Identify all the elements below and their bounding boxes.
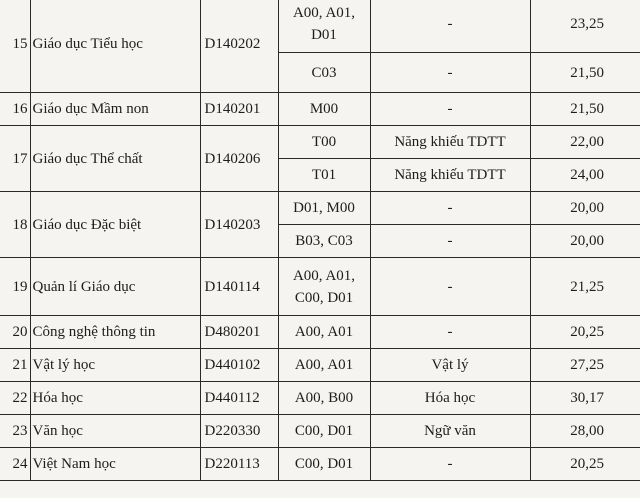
table-row — [0, 382, 640, 415]
major-name: Giáo dục Thể chất — [30, 126, 200, 192]
main-subject: Hóa học — [370, 382, 530, 415]
subject-combination — [278, 382, 370, 415]
combination-line: A00, A01 — [294, 324, 354, 340]
major-code: D140202 — [200, 0, 278, 93]
combination-line: C03 — [311, 64, 337, 81]
row-number: 23 — [0, 415, 30, 448]
table-row — [0, 415, 640, 448]
subject-combination — [278, 258, 370, 316]
cutoff-score: 28,00 — [530, 415, 640, 448]
combination-line: A00, A01 — [294, 357, 354, 373]
main-subject: - — [370, 316, 530, 349]
table-row — [0, 316, 640, 349]
combination-line: C00, D01 — [294, 289, 354, 306]
subject-combination — [278, 159, 370, 192]
major-name: Giáo dục Mầm non — [30, 93, 200, 126]
cutoff-score: 21,25 — [530, 258, 640, 316]
subject-combination — [278, 415, 370, 448]
combination-line: T00 — [311, 134, 337, 150]
main-subject: - — [370, 0, 530, 53]
row-number: 15 — [0, 0, 30, 93]
subject-combination — [278, 0, 370, 53]
cutoff-score: 24,00 — [530, 159, 640, 192]
major-code: D140203 — [200, 192, 278, 258]
row-number: 22 — [0, 382, 30, 415]
main-subject: - — [370, 192, 530, 225]
row-number: 18 — [0, 192, 30, 258]
row-number: 17 — [0, 126, 30, 192]
cutoff-score: 21,50 — [530, 93, 640, 126]
major-code: D440102 — [200, 349, 278, 382]
row-number: 21 — [0, 349, 30, 382]
major-name: Việt Nam học — [30, 448, 200, 481]
cutoff-score: 20,25 — [530, 448, 640, 481]
major-name: Công nghệ thông tin — [30, 316, 200, 349]
combination-line: C00, D01 — [294, 456, 354, 472]
major-code: D140114 — [200, 258, 278, 316]
main-subject: - — [370, 258, 530, 316]
cutoff-score: 30,17 — [530, 382, 640, 415]
cutoff-score: 20,00 — [530, 192, 640, 225]
cutoff-score: 20,25 — [530, 316, 640, 349]
main-subject: Năng khiếu TDTT — [370, 126, 530, 159]
combination-line: T01 — [311, 167, 337, 183]
major-name: Hóa học — [30, 382, 200, 415]
table-row — [0, 448, 640, 481]
major-name: Giáo dục Tiểu học — [30, 0, 200, 93]
table-row — [0, 258, 640, 316]
subject-combination — [278, 225, 370, 258]
major-code: D220113 — [200, 448, 278, 481]
main-subject: - — [370, 448, 530, 481]
subject-combination — [278, 448, 370, 481]
cutoff-score: 27,25 — [530, 349, 640, 382]
combination-line: A00, A01, — [292, 267, 356, 284]
subject-combination — [278, 316, 370, 349]
combination-line: A00, B00 — [294, 390, 354, 406]
subject-combination — [278, 126, 370, 159]
row-number: 19 — [0, 258, 30, 316]
subject-combination — [278, 53, 370, 93]
major-name: Giáo dục Đặc biệt — [30, 192, 200, 258]
main-subject: - — [370, 53, 530, 93]
combination-line: A00, A01, — [292, 4, 356, 21]
combination-line: C00, D01 — [294, 423, 354, 439]
cutoff-score: 21,50 — [530, 53, 640, 93]
major-code: D480201 — [200, 316, 278, 349]
cutoff-score: 22,00 — [530, 126, 640, 159]
subject-combination — [278, 93, 370, 126]
cutoff-score: 20,00 — [530, 225, 640, 258]
table-row — [0, 192, 640, 225]
major-code: D140206 — [200, 126, 278, 192]
major-name: Vật lý học — [30, 349, 200, 382]
table-row — [0, 0, 640, 53]
row-number: 20 — [0, 316, 30, 349]
table-row — [0, 126, 640, 159]
combination-line: M00 — [309, 101, 339, 117]
major-code: D140201 — [200, 93, 278, 126]
main-subject: Ngữ văn — [370, 415, 530, 448]
main-subject: - — [370, 93, 530, 126]
combination-line: D01 — [311, 26, 337, 43]
row-number: 24 — [0, 448, 30, 481]
major-code: D440112 — [200, 382, 278, 415]
row-number: 16 — [0, 93, 30, 126]
subject-combination — [278, 349, 370, 382]
major-name: Văn học — [30, 415, 200, 448]
combination-line: D01, M00 — [293, 200, 355, 216]
main-subject: Vật lý — [370, 349, 530, 382]
combination-line: B03, C03 — [295, 233, 353, 249]
table-row — [0, 349, 640, 382]
main-subject: Năng khiếu TDTT — [370, 159, 530, 192]
main-subject: - — [370, 225, 530, 258]
major-code: D220330 — [200, 415, 278, 448]
cutoff-score: 23,25 — [530, 0, 640, 53]
major-name: Quản lí Giáo dục — [30, 258, 200, 316]
subject-combination — [278, 192, 370, 225]
table-row — [0, 93, 640, 126]
